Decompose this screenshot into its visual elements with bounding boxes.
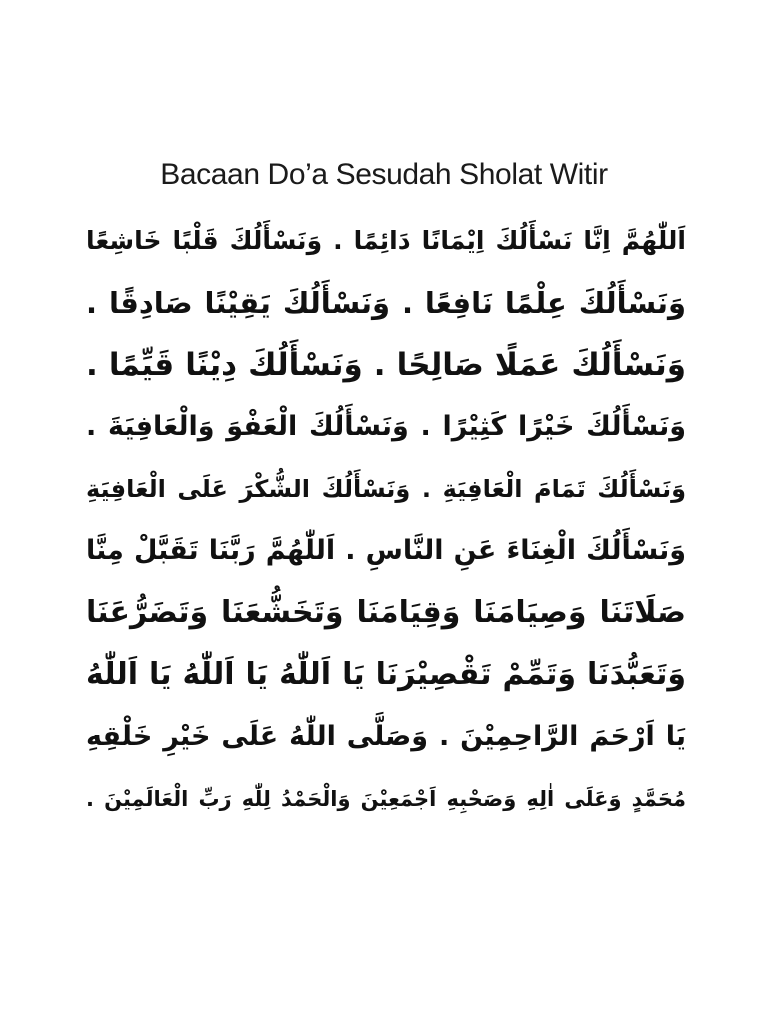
prayer-line-8: وَتَعَبُّدَنَا وَتَمِّمْ تَقْصِيْرَنَا يَا اَللّٰهُ يَا اَللّٰهُ يَا اَللّٰهُ bbox=[86, 657, 686, 692]
document-title: Bacaan Do’a Sesudah Sholat Witir bbox=[160, 158, 608, 191]
prayer-line-2: وَنَسْأَلُكَ عِلْمًا نَافِعًا . وَنَسْأَلُكَ يَقِيْنًا صَادِقًا . bbox=[86, 286, 686, 320]
prayer-line-1: اَللّٰهُمَّ اِنَّا نَسْأَلُكَ اِيْمَانًا دَائِمًا . وَنَسْأَلُكَ قَلْبًا خَاشِعًا bbox=[86, 226, 686, 255]
prayer-line-6: وَنَسْأَلُكَ الْغِنَاءَ عَنِ النَّاسِ . اَللّٰهُمَّ رَبَّنَا تَقَبَّلْ مِنَّا bbox=[86, 535, 686, 566]
prayer-line-9: يَا اَرْحَمَ الرَّاحِمِيْنَ . وَصَلَّى اللّٰهُ عَلَى خَيْرِ خَلْقِهِ bbox=[86, 721, 686, 752]
prayer-line-7: صَلَاتَنَا وَصِيَامَنَا وَقِيَامَنَا وَتَخَشُّعَنَا وَتَضَرُّعَنَا bbox=[86, 595, 686, 630]
prayer-text-block bbox=[86, 206, 686, 866]
prayer-line-10: مُحَمَّدٍ وَعَلَى اٰلِهِ وَصَحْبِهِ اَجْمَعِيْنَ وَالْحَمْدُ لِلّٰهِ رَبِّ الْعَالَمِيْنَ . bbox=[86, 787, 686, 811]
prayer-line-3: وَنَسْأَلُكَ عَمَلًا صَالِحًا . وَنَسْأَلُكَ دِيْنًا قَيِّمًا . bbox=[86, 347, 686, 383]
prayer-line-5: وَنَسْأَلُكَ تَمَامَ الْعَافِيَةِ . وَنَسْأَلُكَ الشُّكْرَ عَلَى الْعَافِيَةِ bbox=[86, 475, 686, 503]
prayer-line-4: وَنَسْأَلُكَ خَيْرًا كَثِيْرًا . وَنَسْأَلُكَ الْعَفْوَ وَالْعَافِيَةَ . bbox=[86, 411, 686, 442]
